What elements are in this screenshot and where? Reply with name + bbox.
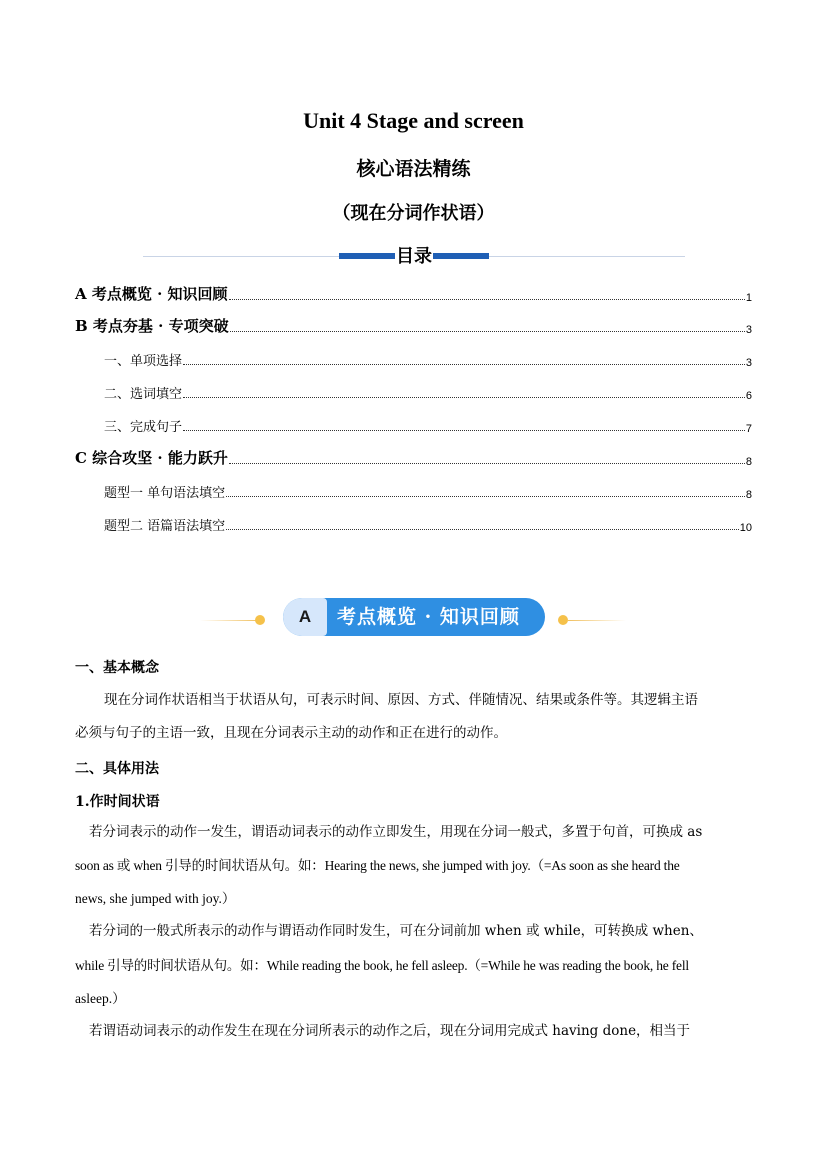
paragraph-line: 若分词表示的动作一发生，谓语动词表示的动作立即发生，用现在分词一般式，多置于句首，可换成 as — [89, 824, 703, 840]
toc-entry-page: 10 — [739, 522, 752, 534]
banner-line-left — [200, 620, 258, 621]
toc-entry[interactable] — [75, 448, 752, 468]
toc-heading: 目录 — [395, 242, 433, 268]
paragraph-line: 现在分词作状语相当于状语从句，可表示时间、原因、方式、伴随情况、结果或条件等。其逻辑主语 — [104, 692, 698, 708]
section-heading: 二、具体用法 — [75, 761, 159, 777]
paragraph-line: 若谓语动词表示的动作发生在现在分词所表示的动作之后，现在分词用完成式 having done，相当于 — [89, 1023, 691, 1039]
toc-entry[interactable] — [75, 316, 752, 336]
toc-entry-label: B 考点夯基 · 专项突破 — [75, 317, 229, 335]
toc-entry-page: 3 — [745, 357, 752, 369]
toc-entry-label: 二、选词填空 — [104, 387, 183, 402]
toc-bar-right — [433, 253, 489, 259]
paragraph-line: while 引导的时间状语从句。如：While reading the book, he fell asleep.（=While he was reading the book, he fell — [75, 958, 689, 973]
paragraph-line: soon as 或 when 引导的时间状语从句。如：Hearing the news, she jumped with joy.（=As soon as she heard the — [75, 858, 680, 873]
document-title: Unit 4 Stage and screen — [303, 108, 524, 133]
toc-leader — [229, 463, 745, 464]
toc-leader — [183, 430, 745, 431]
banner-dot-left — [255, 615, 265, 625]
toc-entry-page: 6 — [745, 390, 752, 402]
subsection-heading: 1.作时间状语 — [75, 794, 160, 810]
paragraph-line: asleep.） — [75, 991, 126, 1006]
document-subtitle: 核心语法精练 — [356, 158, 471, 180]
toc-entry-label: 题型二 语篇语法填空 — [104, 519, 226, 534]
section-banner-title: 考点概览 · 知识回顾 — [337, 606, 520, 628]
toc-entry[interactable] — [104, 481, 752, 501]
toc-entry-label: 三、完成句子 — [104, 420, 183, 435]
toc-leader — [183, 397, 745, 398]
toc-leader — [183, 364, 745, 365]
toc-entry-label: A 考点概览 · 知识回顾 — [75, 285, 228, 303]
toc-leader — [226, 496, 745, 497]
toc-entry-label: 题型一 单句语法填空 — [104, 486, 226, 501]
toc-entry-page: 8 — [745, 489, 752, 501]
toc-entry-page: 7 — [745, 423, 752, 435]
toc-entry-label: 一、单项选择 — [104, 354, 183, 369]
toc-entry-page: 1 — [745, 292, 752, 304]
toc-entry[interactable] — [104, 382, 752, 402]
banner-dot-right — [558, 615, 568, 625]
toc-bar-left — [339, 253, 395, 259]
toc-entry-page: 8 — [745, 456, 752, 468]
toc-entry[interactable] — [104, 415, 752, 435]
toc-entry[interactable] — [75, 284, 752, 304]
section-badge: A — [283, 598, 327, 636]
paragraph-line: news, she jumped with joy.） — [75, 891, 236, 906]
toc-leader — [230, 331, 745, 332]
toc-entry-label: C 综合攻坚 · 能力跃升 — [75, 449, 228, 467]
paragraph-line: 若分词的一般式所表示的动作与谓语动作同时发生，可在分词前加 when 或 while，可转换成 when、 — [89, 923, 703, 939]
document-topic: （现在分词作状语） — [332, 203, 495, 224]
banner-line-right — [568, 620, 626, 621]
toc-entry[interactable] — [104, 349, 752, 369]
toc-leader — [226, 529, 739, 530]
toc-leader — [229, 299, 745, 300]
toc-entry[interactable] — [104, 514, 752, 534]
toc-entry-page: 3 — [745, 324, 752, 336]
section-heading: 一、基本概念 — [75, 660, 159, 676]
paragraph-line: 必须与句子的主语一致，且现在分词表示主动的动作和正在进行的动作。 — [75, 725, 507, 741]
